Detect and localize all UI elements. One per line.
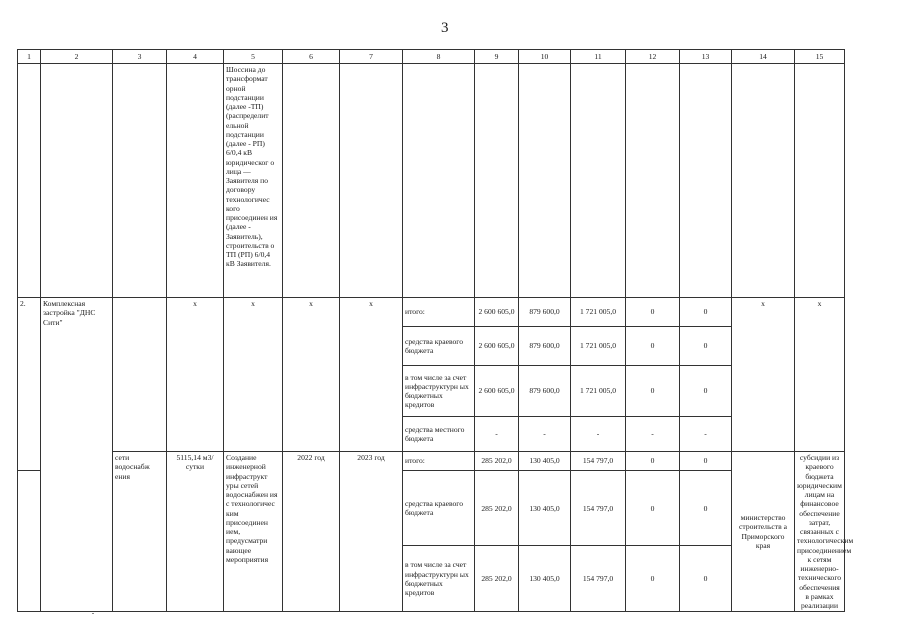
fin-value: 0 [680,546,732,612]
sub-responsible: министерство строительств а Приморского края [732,452,795,612]
header-cell: 12 [626,50,680,64]
continuation-row [18,64,845,298]
sub-description: Создание инженерной инфраструкт уры сетей водоснабжен ия с технологичес ким присоединен ием, предусматри вающее мероприятия [224,452,283,612]
fin-value: 1 721 005,0 [571,366,626,417]
fin-value: 130 405,0 [519,452,571,471]
header-cell: 11 [571,50,626,64]
fin-value: 0 [680,471,732,546]
fin-label: итого: [403,452,475,471]
fin-value: 2 600 605,0 [475,298,519,327]
item-cell-7: х [340,298,403,452]
fin-value: 2 600 605,0 [475,366,519,417]
fin-value: 154 797,0 [571,471,626,546]
item-name: Комплексная застройка "ДНС Сити" [41,298,113,612]
fin-value: 2 600 605,0 [475,327,519,366]
header-cell: 3 [113,50,167,64]
fin-value: 285 202,0 [475,546,519,612]
item-cell-5: х [224,298,283,452]
fin-value: 0 [626,298,680,327]
header-row [18,50,845,64]
item-number: 2. [18,298,41,471]
fin-value: 1 721 005,0 [571,327,626,366]
fin-value: 285 202,0 [475,471,519,546]
header-cell: 13 [680,50,732,64]
item-cell-6: х [283,298,340,452]
header-cell: 15 [795,50,845,64]
fin-label: итого: [403,298,475,327]
item-cell-15: х [795,298,845,452]
fin-value: 0 [680,452,732,471]
fin-value: 0 [626,327,680,366]
scan-speck [92,613,94,614]
fin-value: - [519,417,571,452]
fin-value: 130 405,0 [519,546,571,612]
sub-object: сети водоснабж ения [113,452,167,612]
fin-label: в том числе за счет инфраструктурн ых бюджетных кредитов [403,366,475,417]
fin-value: 0 [626,452,680,471]
header-cell: 4 [167,50,224,64]
fin-value: - [571,417,626,452]
fin-value: 285 202,0 [475,452,519,471]
header-cell: 9 [475,50,519,64]
item-cell-14: х [732,298,795,452]
sub-total-row [18,452,845,471]
header-cell: 5 [224,50,283,64]
fin-label: средства краевого бюджета [403,327,475,366]
fin-value: 0 [680,366,732,417]
header-cell: 6 [283,50,340,64]
item-cell-4: х [167,298,224,452]
header-cell: 2 [41,50,113,64]
fin-value: 0 [626,546,680,612]
fin-value: 0 [680,327,732,366]
fin-value: 879 600,0 [519,298,571,327]
header-cell: 8 [403,50,475,64]
sub-start-year: 2022 год [283,452,340,612]
header-cell: 14 [732,50,795,64]
fin-value: 1 721 005,0 [571,298,626,327]
sub-end-year: 2023 год [340,452,403,612]
header-cell: 10 [519,50,571,64]
sub-capacity: 5115,14 м3/сутки [167,452,224,612]
program-table [17,49,854,612]
measure-description-cont: Шоссина до трансформат орной подстанции (далее -ТП) (распределит ельной подстанции (далее - РП) 6/0,4 кВ юридическог о лица — Заявителя по договору технологичес кого присоединен ия (далее - Заявитель), строительств о ТП (РП) 6/0,4 кВ Заявителя. [224,64,283,298]
fin-value: 154 797,0 [571,452,626,471]
fin-value: - [475,417,519,452]
fin-label: средства местного бюджета [403,417,475,452]
fin-value: 879 600,0 [519,366,571,417]
item2-total-row [18,298,845,327]
sub-note: субсидии из краевого бюджета юридическим лицам на финансовое обеспечение затрат, связанных с технологическим присоединением к сетям инженерно-технического обеспечения в рамках реализации [795,452,845,612]
fin-value: 0 [626,366,680,417]
header-cell: 1 [18,50,41,64]
fin-label: средства краевого бюджета [403,471,475,546]
fin-value: - [626,417,680,452]
fin-value: 130 405,0 [519,471,571,546]
header-cell: 7 [340,50,403,64]
fin-value: 0 [626,471,680,546]
page-number: 3 [441,20,449,36]
fin-value: 154 797,0 [571,546,626,612]
fin-value: 879 600,0 [519,327,571,366]
fin-label: в том числе за счет инфраструктурн ых бюджетных кредитов [403,546,475,612]
fin-value: - [680,417,732,452]
fin-value: 0 [680,298,732,327]
